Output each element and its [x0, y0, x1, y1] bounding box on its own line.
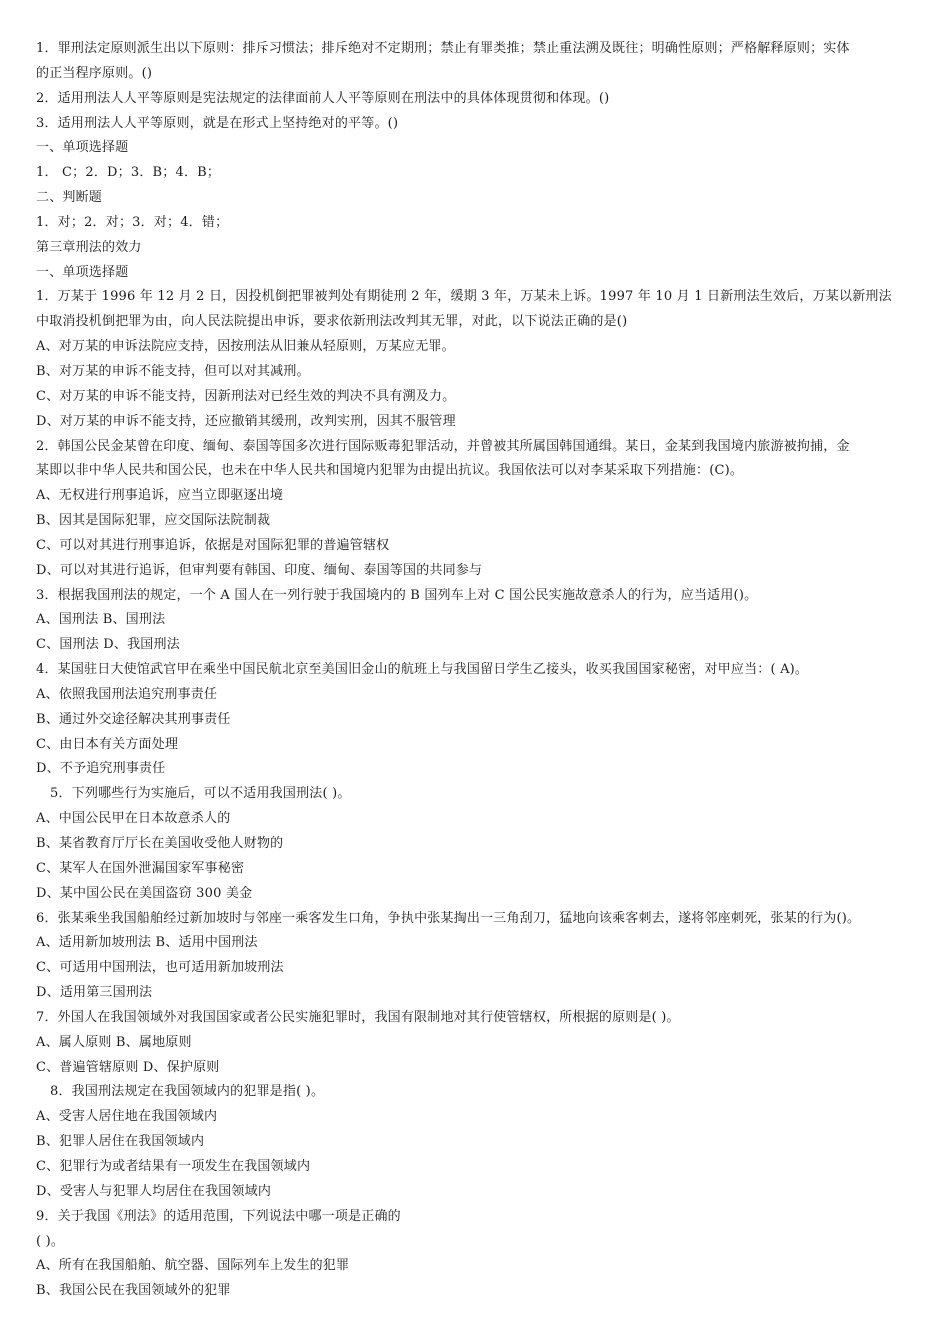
document-page — [36, 37, 916, 1304]
option-line: C、普遍管辖原则 D、保护原则 — [36, 1059, 220, 1075]
text-line: 2．适用刑法人人平等原则是宪法规定的法律面前人人平等原则在刑法中的具体体现贯彻和体现。() — [36, 90, 610, 106]
option-line: A、无权进行刑事追诉，应当立即驱逐出境 — [36, 488, 284, 504]
question-line: 8．我国刑法规定在我国领域内的犯罪是指( )。 — [50, 1084, 325, 1100]
option-line: B、某省教育厅厅长在美国收受他人财物的 — [36, 836, 284, 851]
option-line: A、对万某的申诉法院应支持，因按刑法从旧兼从轻原则，万某应无罪。 — [36, 339, 455, 355]
option-line: A、适用新加坡刑法 B、适用中国刑法 — [36, 935, 258, 951]
question-line: 1．万某于 1996 年 12 月 2 日，因投机倒把罪被判处有期徒刑 2 年，缓期 3 年，万某未上诉。1997 年 10 月 1 日新刑法生效后，万某以新刑法 — [36, 289, 892, 305]
option-line: C、可以对其进行刑事追诉，依据是对国际犯罪的普遍管辖权 — [36, 537, 390, 553]
option-line: B、通过外交途径解决其刑事责任 — [36, 711, 231, 727]
section-heading: 一、单项选择题 — [36, 264, 129, 280]
question-line: 7．外国人在我国领域外对我国国家或者公民实施犯罪时，我国有限制地对其行使管辖权，所根据的原则是( )。 — [36, 1009, 680, 1025]
question-line: 5．下列哪些行为实施后，可以不适用我国刑法( )。 — [50, 786, 351, 802]
option-line: C、某军人在国外泄漏国家军事秘密 — [36, 860, 245, 876]
question-line: 中取消投机倒把罪为由，向人民法院提出申诉，要求依新刑法改判其无罪，对此，以下说法正确的是() — [36, 314, 628, 330]
option-line: C、犯罪行为或者结果有一项发生在我国领域内 — [36, 1158, 311, 1174]
section-heading: 二、判断题 — [36, 190, 103, 206]
question-line: 2．韩国公民金某曾在印度、缅甸、泰国等国多次进行国际贩毒犯罪活动，并曾被其所属国韩国通缉。某日，金某到我国境内旅游被拘捕，金 — [36, 438, 850, 454]
option-line: C、国刑法 D、我国刑法 — [36, 637, 180, 653]
option-line: D、对万某的申诉不能支持，还应撤销其缓刑，改判实刑，因其不服管理 — [36, 413, 456, 429]
option-line: D、适用第三国刑法 — [36, 985, 153, 1001]
answer-line: 1．对；2．对；3．对；4．错； — [36, 214, 229, 230]
option-line: A、受害人居住地在我国领域内 — [36, 1109, 218, 1125]
question-line: 6．张某乘坐我国船舶经过新加坡时与邻座一乘客发生口角，争执中张某掏出一三角刮刀，猛地向该乘客刺去，遂将邻座刺死，张某的行为()。 — [36, 910, 861, 926]
question-line: 4．某国驻日大使馆武官甲在乘坐中国民航北京至美国旧金山的航班上与我国留日学生乙接头，收买我国国家秘密，对甲应当：( A)。 — [36, 662, 809, 678]
chapter-heading: 第三章刑法的效力 — [36, 239, 142, 255]
answer-line: 1． C；2．D；3．B；4．B； — [36, 165, 221, 181]
option-line: C、可适用中国刑法，也可适用新加坡刑法 — [36, 960, 284, 976]
question-line: 9．关于我国《刑法》的适用范围，下列说法中哪一项是正确的 — [36, 1208, 401, 1224]
question-line: 某即以非中华人民共和国公民，也未在中华人民共和国境内犯罪为由提出抗议。我国依法可以对李某采取下列措施：(C)。 — [36, 463, 744, 479]
text-line: 3．适用刑法人人平等原则，就是在形式上坚持绝对的平等。() — [36, 115, 399, 131]
option-line: A、国刑法 B、国刑法 — [36, 612, 166, 628]
section-heading: 一、单项选择题 — [36, 140, 129, 156]
question-line: ( )。 — [36, 1233, 65, 1249]
text-line: 的正当程序原则。() — [36, 65, 153, 81]
option-line: C、由日本有关方面处理 — [36, 736, 179, 752]
option-line: B、因其是国际犯罪，应交国际法院制裁 — [36, 513, 271, 529]
text-line: 1．罪刑法定原则派生出以下原则：排斥习惯法；排斥绝对不定期刑；禁止有罪类推；禁止重法溯及既往；明确性原则；严格解释原则；实体 — [36, 41, 850, 56]
option-line: B、犯罪人居住在我国领域内 — [36, 1134, 205, 1150]
option-line: D、可以对其进行追诉，但审判要有韩国、印度、缅甸、泰国等国的共同参与 — [36, 562, 483, 578]
option-line: C、对万某的申诉不能支持，因新刑法对已经生效的判决不具有溯及力。 — [36, 388, 456, 404]
option-line: A、依照我国刑法追究刑事责任 — [36, 686, 218, 702]
option-line: B、我国公民在我国领域外的犯罪 — [36, 1283, 231, 1299]
option-line: D、受害人与犯罪人均居住在我国领域内 — [36, 1183, 272, 1199]
question-line: 3．根据我国刑法的规定，一个 A 国人在一列行驶于我国境内的 B 国列车上对 C 国公民实施故意杀人的行为，应当适用()。 — [36, 587, 758, 603]
option-line: D、某中国公民在美国盗窃 300 美金 — [36, 885, 253, 901]
option-line: A、中国公民甲在日本故意杀人的 — [36, 811, 231, 827]
option-line: A、属人原则 B、属地原则 — [36, 1034, 192, 1050]
option-line: A、所有在我国船舶、航空器、国际列车上发生的犯罪 — [36, 1258, 350, 1274]
option-line: B、对万某的申诉不能支持，但可以对其减刑。 — [36, 363, 310, 379]
option-line: D、不予追究刑事责任 — [36, 761, 166, 777]
